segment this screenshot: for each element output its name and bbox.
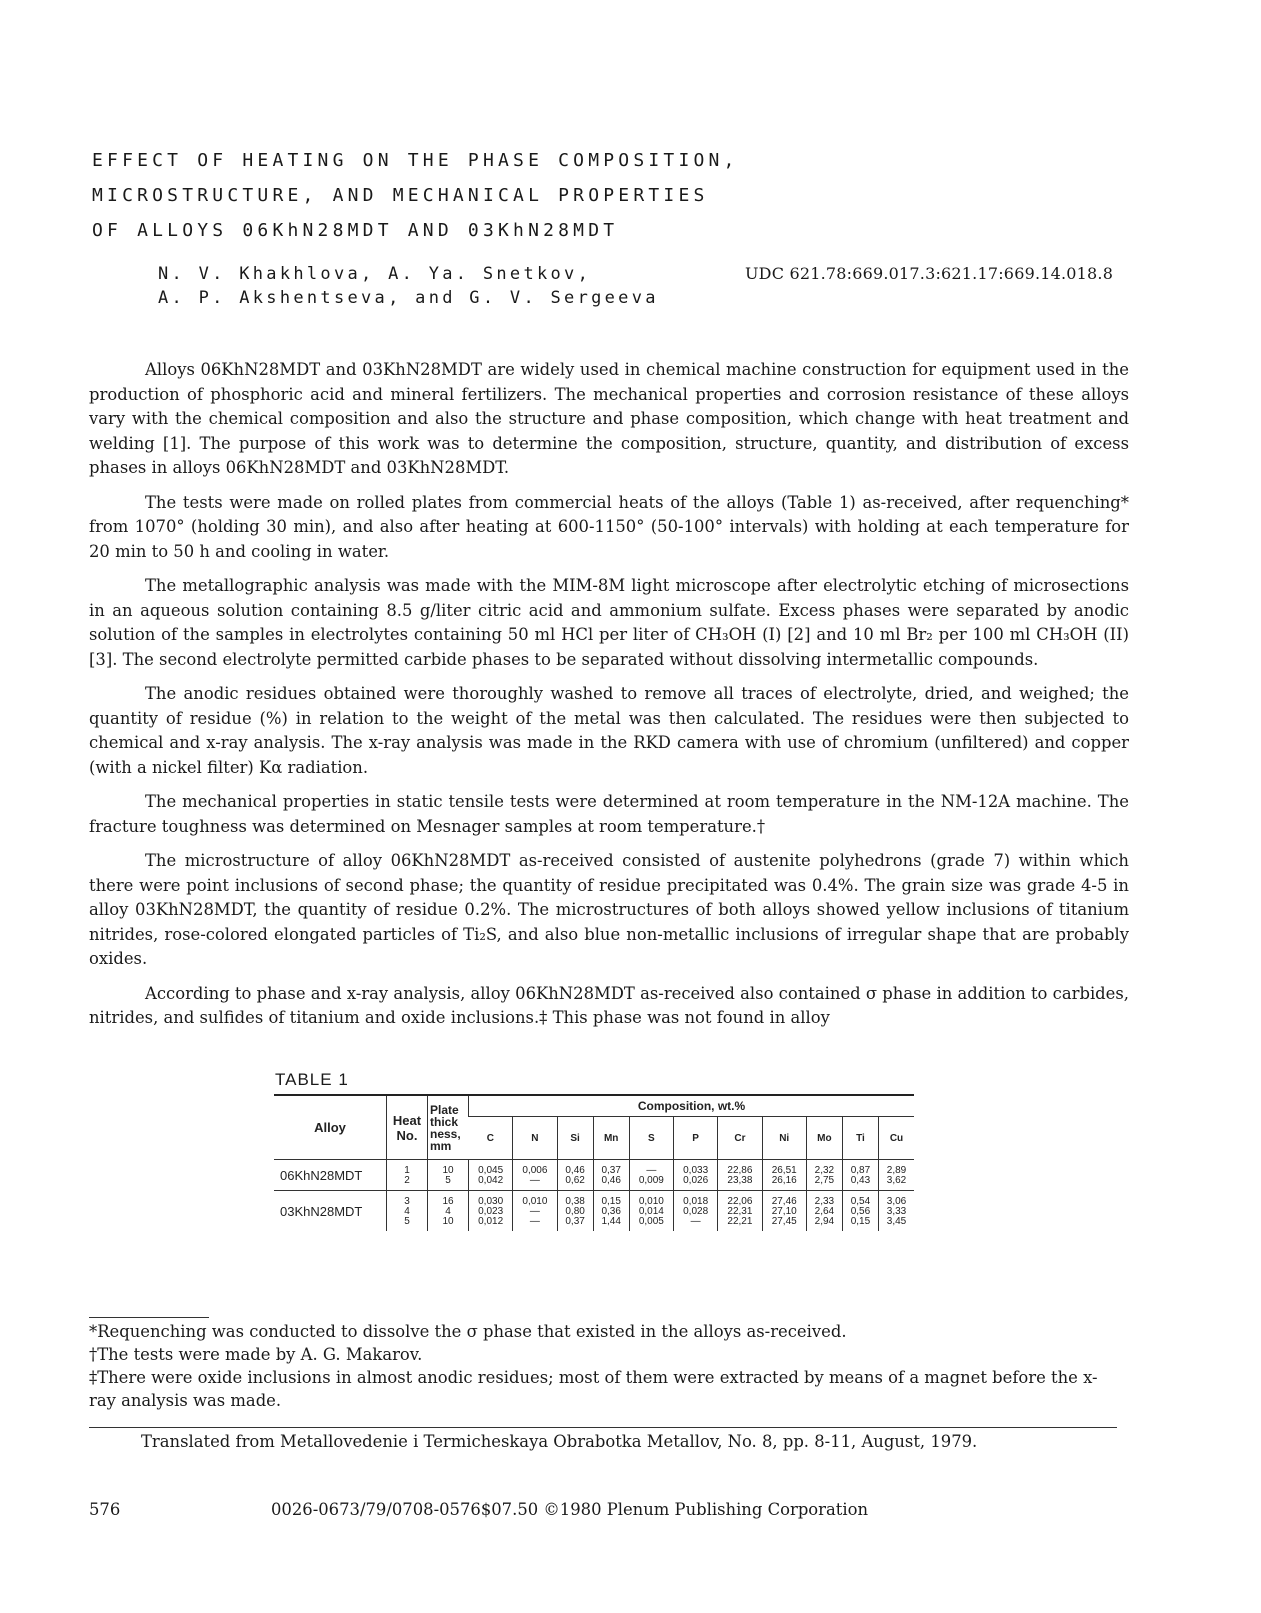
- cell-si: [557, 1160, 593, 1191]
- header-element-ti: Ti: [842, 1117, 878, 1160]
- header-element-p: P: [674, 1117, 718, 1160]
- cell-heat-no: [387, 1160, 428, 1191]
- authors-line-1: N. V. Khakhlova, A. Ya. Snetkov,: [158, 264, 592, 284]
- cell-mo-value: 2,64: [814, 1206, 835, 1217]
- cell-ni-value: 26,51: [771, 1165, 797, 1176]
- cell-n-value: 0,010: [522, 1196, 548, 1207]
- cell-ni-value: 27,45: [771, 1216, 797, 1227]
- cell-p-value: 0,018: [683, 1196, 709, 1207]
- paragraph-2: The tests were made on rolled plates from commercial heats of the alloys (Table 1) as-received, after requenching* from 1070° (holding 30 min), and also after heating at 600-1150° (50-100° intervals) with holding at each temperature for 20 min to 50 h and cooling in water.: [89, 492, 1129, 561]
- cell-plate-thickness: [428, 1191, 469, 1232]
- cell-alloy: 06KhN28MDT: [274, 1160, 387, 1191]
- cell-c-value: 0,023: [478, 1206, 504, 1217]
- paragraph-5: The mechanical properties in static tensile tests were determined at room temperature in the NM-12A machine. The fracture toughness was determined on Mesnager samples at room temperature.†: [89, 792, 1129, 836]
- header-element-cu: Cu: [879, 1117, 915, 1160]
- cell-s-value: —: [646, 1165, 657, 1176]
- cell-heat-no: [387, 1191, 428, 1232]
- title-line-3: OF ALLOYS 06KhN28MDT AND 03KhN28MDT: [92, 220, 619, 241]
- table-row: [274, 1191, 914, 1232]
- cell-cr-value: 23,38: [727, 1175, 753, 1186]
- cell-ti-value: 0,54: [850, 1196, 871, 1207]
- cell-cu-value: 2,89: [886, 1165, 907, 1176]
- publisher-code-line: 0026-0673/79/0708-0576$07.50 ©1980 Plenum Publishing Corporation: [271, 1500, 869, 1519]
- cell-mo-value: 2,32: [814, 1165, 835, 1176]
- cell-cr-value: 22,31: [727, 1206, 753, 1217]
- cell-mn: [593, 1191, 629, 1232]
- translation-note: Translated from Metallovedenie i Termicheskaya Obrabotka Metallov, No. 8, pp. 8-11, August, 1979.: [141, 1432, 978, 1451]
- composition-table: [274, 1094, 914, 1231]
- cell-cu-value: 3,62: [886, 1175, 907, 1186]
- cell-cr-value: 22,21: [727, 1216, 753, 1227]
- cell-si-value: 0,46: [565, 1165, 585, 1176]
- authors-line-2: A. P. Akshentseva, and G. V. Sergeeva: [158, 288, 659, 308]
- header-element-mo: Mo: [806, 1117, 842, 1160]
- cell-heat-no-value: 1: [404, 1165, 410, 1176]
- translation-divider: [89, 1427, 1117, 1428]
- cell-ti-value: 0,56: [850, 1206, 871, 1217]
- cell-si: [557, 1191, 593, 1232]
- cell-s: [629, 1160, 673, 1191]
- paragraph-3: The metallographic analysis was made with the MIM-8M light microscope after electrolytic etching of microsections in an aqueous solution containing 8.5 g/liter citric acid and ammonium sulfate. Excess phases were separated by anodic solution of the samples in electrolytes containing 50 ml HCl per liter of CH₃OH (I) [2] and 10 ml Br₂ per 100 ml CH₃OH (II) [3]. The second electrolyte permitted carbide phases to be separated without dissolving intermetallic compounds.: [89, 576, 1129, 669]
- cell-p-value: —: [690, 1216, 701, 1227]
- header-element-s: S: [629, 1117, 673, 1160]
- page-number: 576: [89, 1500, 121, 1519]
- cell-si-value: 0,38: [565, 1196, 585, 1207]
- cell-p-value: 0,028: [683, 1206, 709, 1217]
- cell-c-value: 0,030: [478, 1196, 504, 1207]
- cell-mn-value: 0,36: [601, 1206, 621, 1217]
- cell-si-value: 0,80: [565, 1206, 585, 1217]
- cell-ti: [842, 1191, 878, 1232]
- footnote-tests: †The tests were made by A. G. Makarov.: [89, 1345, 423, 1364]
- cell-ni-value: 26,16: [771, 1175, 797, 1186]
- cell-c-value: 0,045: [478, 1165, 504, 1176]
- cell-s-value: 0,009: [638, 1175, 664, 1186]
- udc-code: UDC 621.78:669.017.3:621.17:669.14.018.8: [745, 264, 1114, 283]
- cell-n-value: —: [529, 1216, 540, 1227]
- header-element-c: C: [469, 1117, 513, 1160]
- header-element-ni: Ni: [762, 1117, 806, 1160]
- author-list: [158, 262, 659, 310]
- cell-plate-thickness: [428, 1160, 469, 1191]
- cell-p-value: 0,033: [683, 1165, 709, 1176]
- cell-mn-value: 0,15: [601, 1196, 621, 1207]
- cell-p: [674, 1191, 718, 1232]
- header-element-cr: Cr: [718, 1117, 762, 1160]
- cell-mo-value: 2,94: [814, 1216, 835, 1227]
- cell-cr-value: 22,06: [727, 1196, 753, 1207]
- cell-cu-value: 3,33: [886, 1206, 907, 1217]
- cell-cu: [879, 1160, 915, 1191]
- cell-ni: [762, 1160, 806, 1191]
- cell-ni: [762, 1191, 806, 1232]
- title-line-1: EFFECT OF HEATING ON THE PHASE COMPOSITION,: [92, 150, 739, 171]
- paragraph-6: The microstructure of alloy 06KhN28MDT as-received consisted of austenite polyhedrons (grade 7) within which there were point inclusions of second phase; the quantity of residue precipitated was 0.4%. The grain size was grade 4-5 in alloy 03KhN28MDT, the quantity of residue 0.2%. The microstructures of both alloys showed yellow inclusions of titanium nitrides, rose-colored elongated particles of Ti₂S, and also blue non-metallic inclusions of irregular shape that are probably oxides.: [89, 851, 1129, 968]
- cell-si-value: 0,37: [565, 1216, 585, 1227]
- table-label: TABLE 1: [275, 1070, 349, 1089]
- header-composition: Composition, wt.%: [469, 1095, 915, 1117]
- cell-plate-thickness-value: 10: [442, 1216, 454, 1227]
- cell-ti-value: 0,15: [850, 1216, 871, 1227]
- cell-mo-value: 2,75: [814, 1175, 835, 1186]
- cell-heat-no-value: 5: [404, 1216, 410, 1227]
- cell-heat-no-value: 3: [404, 1196, 410, 1207]
- cell-cr: [718, 1191, 762, 1232]
- cell-s-value: 0,005: [638, 1216, 664, 1227]
- cell-ni-value: 27,10: [771, 1206, 797, 1217]
- title-line-2: MICROSTRUCTURE, AND MECHANICAL PROPERTIES: [92, 185, 709, 206]
- cell-alloy: 03KhN28MDT: [274, 1191, 387, 1232]
- cell-s: [629, 1191, 673, 1232]
- cell-ni-value: 27,46: [771, 1196, 797, 1207]
- paragraph-7: According to phase and x-ray analysis, alloy 06KhN28MDT as-received also contained σ phase in addition to carbides, nitrides, and sulfides of titanium and oxide inclusions.‡ This phase was not found in alloy: [89, 983, 1129, 1027]
- cell-s-value: 0,010: [638, 1196, 664, 1207]
- cell-mo: [806, 1191, 842, 1232]
- header-element-si: Si: [557, 1117, 593, 1160]
- footnotes: [89, 1320, 1109, 1412]
- cell-s-value: 0,014: [638, 1206, 664, 1217]
- cell-n-value: —: [529, 1175, 540, 1186]
- cell-cu: [879, 1191, 915, 1232]
- header-heat-no: Heat No.: [387, 1095, 428, 1160]
- cell-cr-value: 22,86: [727, 1165, 753, 1176]
- paragraph-4: The anodic residues obtained were thoroughly washed to remove all traces of electrolyte, dried, and weighed; the quantity of residue (%) in relation to the weight of the metal was then calculated. The residues were then subjected to chemical and x-ray analysis. The x-ray analysis was made in the RKD camera with use of chromium (unfiltered) and copper (with a nickel filter) Kα radiation.: [89, 684, 1129, 777]
- header-alloy: Alloy: [274, 1095, 387, 1160]
- cell-ti-value: 0,43: [850, 1175, 871, 1186]
- cell-mn-value: 0,46: [601, 1175, 621, 1186]
- header-element-mn: Mn: [593, 1117, 629, 1160]
- cell-p-value: 0,026: [683, 1175, 709, 1186]
- cell-mn: [593, 1160, 629, 1191]
- cell-n-value: 0,006: [522, 1165, 548, 1176]
- table-row: [274, 1160, 914, 1191]
- cell-n-value: —: [529, 1206, 540, 1217]
- cell-cu-value: 3,06: [886, 1196, 907, 1207]
- article-body: [89, 358, 1129, 1041]
- cell-mo-value: 2,33: [814, 1196, 835, 1207]
- footnote-requenching: *Requenching was conducted to dissolve the σ phase that existed in the alloys as-received.: [89, 1322, 847, 1341]
- footnote-divider: [89, 1317, 209, 1318]
- cell-cu-value: 3,45: [886, 1216, 907, 1227]
- cell-plate-thickness-value: 10: [442, 1165, 454, 1176]
- cell-c: [469, 1160, 513, 1191]
- header-plate-thickness: Plate thick ness, mm: [428, 1095, 469, 1160]
- cell-n: [513, 1191, 557, 1232]
- article-title: [92, 143, 739, 248]
- paragraph-1: Alloys 06KhN28MDT and 03KhN28MDT are widely used in chemical machine construction for equipment used in the production of phosphoric acid and mineral fertilizers. The mechanical properties and corrosion resistance of these alloys vary with the chemical composition and also the structure and phase composition, which change with heat treatment and welding [1]. The purpose of this work was to determine the composition, structure, quantity, and distribution of excess phases in alloys 06KhN28MDT and 03KhN28MDT.: [89, 360, 1129, 477]
- cell-mn-value: 1,44: [601, 1216, 621, 1227]
- cell-si-value: 0,62: [565, 1175, 585, 1186]
- cell-ti-value: 0,87: [850, 1165, 871, 1176]
- footnote-oxide-inclusions: ‡There were oxide inclusions in almost anodic residues; most of them were extracted by means of a magnet before the x-ray analysis was made.: [89, 1368, 1098, 1410]
- cell-mn-value: 0,37: [601, 1165, 621, 1176]
- cell-plate-thickness-value: 16: [442, 1196, 454, 1207]
- cell-plate-thickness-value: 4: [445, 1206, 451, 1217]
- cell-p: [674, 1160, 718, 1191]
- cell-heat-no-value: 4: [404, 1206, 410, 1217]
- cell-ti: [842, 1160, 878, 1191]
- cell-c: [469, 1191, 513, 1232]
- cell-plate-thickness-value: 5: [445, 1175, 451, 1186]
- cell-n: [513, 1160, 557, 1191]
- cell-cr: [718, 1160, 762, 1191]
- header-element-n: N: [513, 1117, 557, 1160]
- cell-c-value: 0,042: [478, 1175, 504, 1186]
- cell-heat-no-value: 2: [404, 1175, 410, 1186]
- cell-mo: [806, 1160, 842, 1191]
- cell-c-value: 0,012: [478, 1216, 504, 1227]
